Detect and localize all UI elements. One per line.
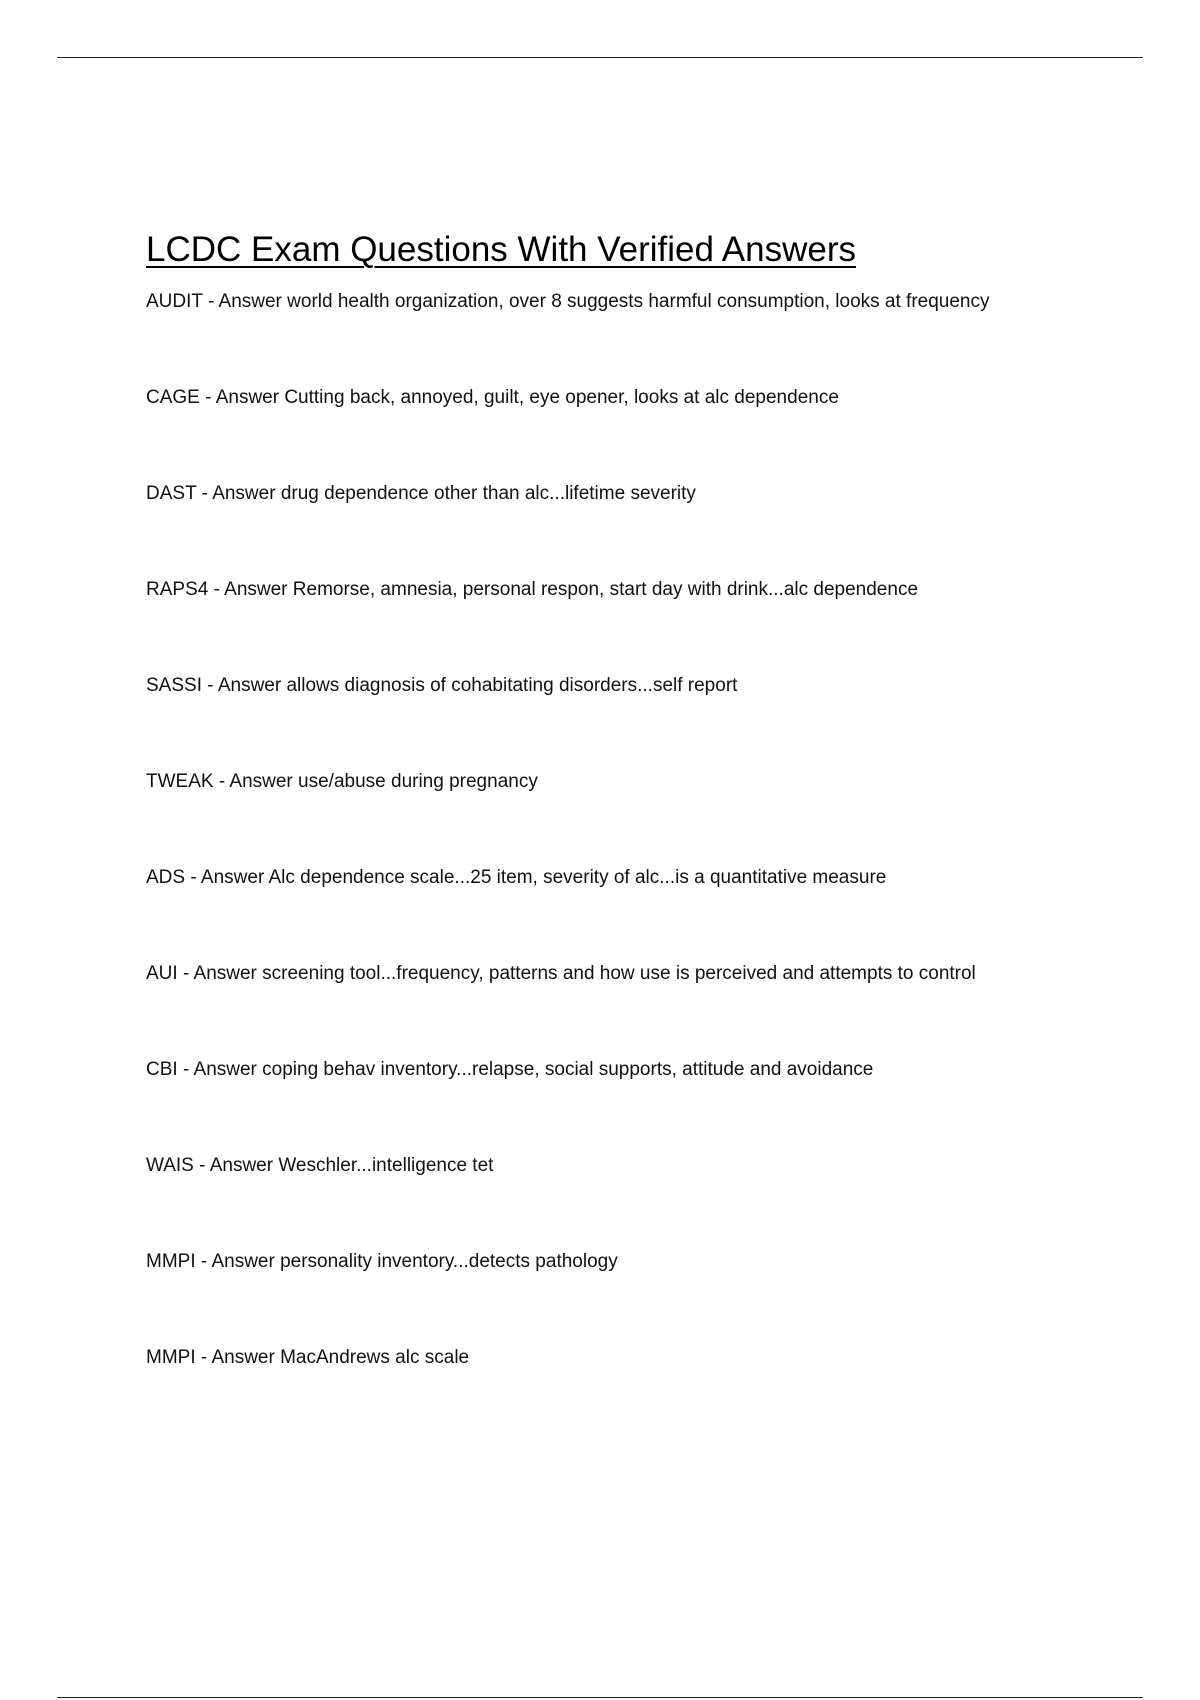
qa-answer: Answer MacAndrews alc scale bbox=[211, 1347, 470, 1368]
qa-term: WAIS bbox=[146, 1155, 194, 1176]
qa-answer: Answer Remorse, amnesia, personal respon, start day with drink...alc dependence bbox=[224, 579, 919, 600]
qa-list bbox=[146, 290, 989, 1442]
qa-term: CAGE bbox=[146, 387, 200, 408]
qa-answer: Answer allows diagnosis of cohabitating disorders...self report bbox=[217, 675, 738, 696]
qa-term: CBI bbox=[146, 1059, 178, 1080]
qa-answer: Answer Cutting back, annoyed, guilt, eye opener, looks at alc dependence bbox=[215, 387, 839, 408]
qa-item bbox=[146, 290, 989, 386]
qa-separator: - bbox=[195, 1347, 212, 1368]
qa-item bbox=[146, 1058, 989, 1154]
qa-term: MMPI bbox=[146, 1251, 196, 1272]
qa-separator: - bbox=[196, 483, 213, 504]
document-title: LCDC Exam Questions With Verified Answers bbox=[146, 230, 856, 269]
qa-answer: Answer personality inventory...detects pathology bbox=[211, 1251, 618, 1272]
qa-answer: Answer Weschler...intelligence tet bbox=[209, 1155, 494, 1176]
qa-item bbox=[146, 962, 989, 1058]
qa-item bbox=[146, 770, 989, 866]
qa-item bbox=[146, 674, 989, 770]
qa-item bbox=[146, 578, 989, 674]
qa-separator: - bbox=[199, 387, 216, 408]
qa-term: RAPS4 bbox=[146, 579, 209, 600]
qa-item bbox=[146, 866, 989, 962]
qa-separator: - bbox=[201, 675, 218, 696]
qa-term: TWEAK bbox=[146, 771, 214, 792]
qa-separator: - bbox=[185, 867, 201, 888]
qa-item bbox=[146, 482, 989, 578]
qa-separator: - bbox=[177, 1059, 194, 1080]
qa-answer: Answer coping behav inventory...relapse, social supports, attitude and avoidance bbox=[193, 1059, 874, 1080]
qa-term: AUI bbox=[146, 963, 178, 984]
qa-separator: - bbox=[208, 579, 225, 600]
qa-term: SASSI bbox=[146, 675, 202, 696]
qa-separator: - bbox=[195, 1251, 212, 1272]
qa-answer: Answer Alc dependence scale...25 item, severity of alc...is a quantitative measure bbox=[200, 867, 887, 888]
top-divider bbox=[57, 57, 1143, 58]
qa-separator: - bbox=[213, 771, 230, 792]
qa-separator: - bbox=[193, 1155, 210, 1176]
qa-term: ADS bbox=[146, 867, 186, 888]
document-body bbox=[146, 228, 1106, 1368]
bottom-divider bbox=[57, 1697, 1143, 1698]
qa-term: AUDIT bbox=[146, 291, 203, 312]
qa-answer: Answer world health organization, over 8 suggests harmful consumption, looks at frequency bbox=[218, 291, 990, 312]
qa-answer: Answer screening tool...frequency, patterns and how use is perceived and attempts to control bbox=[193, 963, 976, 984]
qa-separator: - bbox=[202, 291, 219, 312]
qa-answer: Answer use/abuse during pregnancy bbox=[229, 771, 538, 792]
qa-item bbox=[146, 1346, 989, 1442]
qa-term: DAST bbox=[146, 483, 197, 504]
qa-item bbox=[146, 386, 989, 482]
qa-item bbox=[146, 1250, 989, 1346]
qa-term: MMPI bbox=[146, 1347, 196, 1368]
qa-separator: - bbox=[177, 963, 194, 984]
qa-answer: Answer drug dependence other than alc...lifetime severity bbox=[212, 483, 696, 504]
qa-item bbox=[146, 1154, 989, 1250]
